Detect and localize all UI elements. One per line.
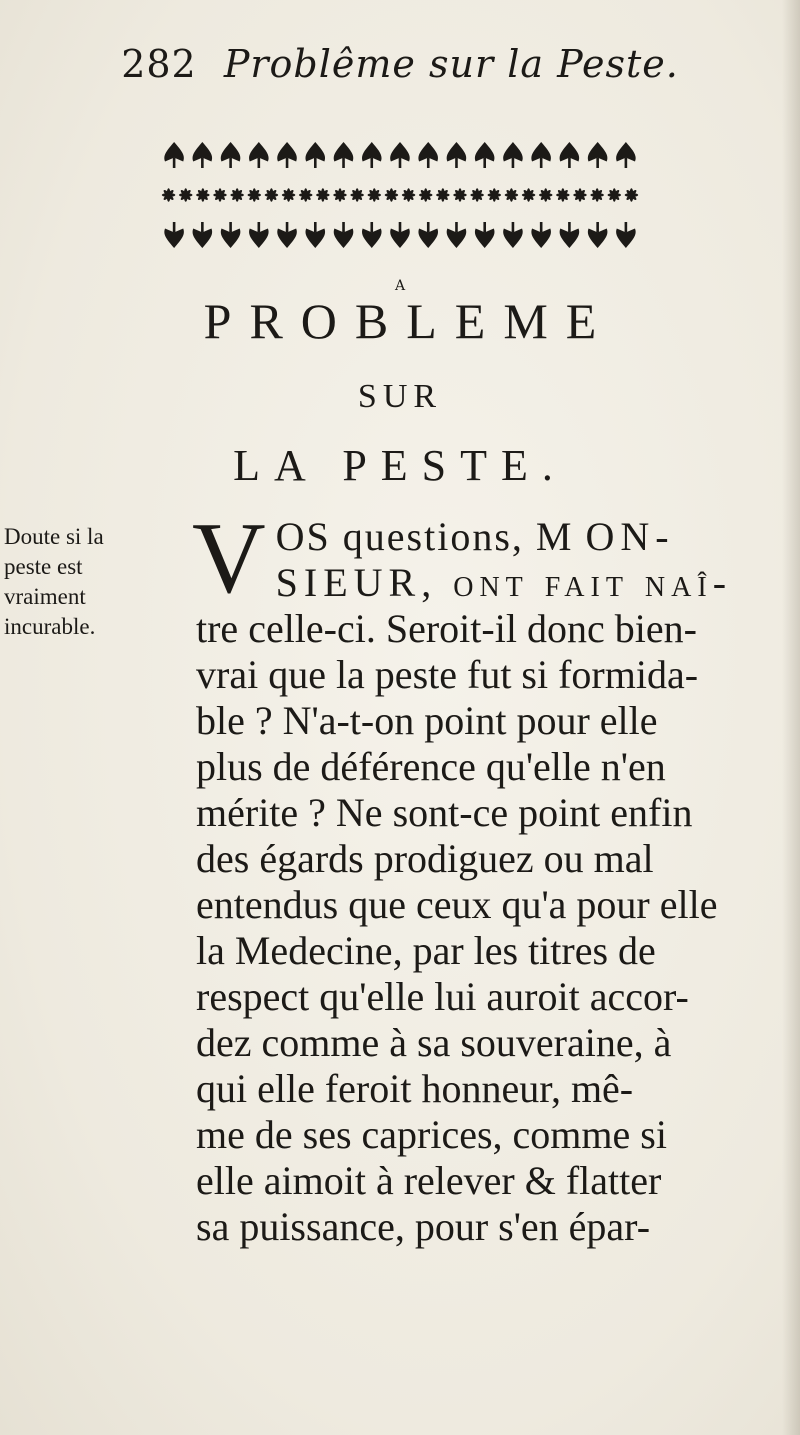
fleuron-glyph [221, 222, 241, 248]
fleuron-glyph [475, 142, 495, 168]
body-line: elle aimoit à relever & flatter [196, 1158, 662, 1203]
fleuron-glyph [556, 188, 570, 202]
fleuron-glyph [362, 142, 382, 168]
fleuron-glyph [418, 142, 438, 168]
margin-note-line: vraiment [4, 584, 86, 609]
fleuron-glyph [164, 142, 184, 168]
fleuron-glyph [447, 222, 467, 248]
page-number: 282 [121, 42, 197, 86]
fleuron-glyph [588, 222, 608, 248]
fleuron-glyph [196, 188, 210, 202]
fleuron-glyph [162, 188, 176, 202]
fleuron-glyph [488, 188, 502, 202]
fleuron-glyph [503, 142, 523, 168]
running-head [0, 42, 800, 86]
fleuron-glyph [193, 142, 213, 168]
fleuron-glyph [385, 188, 399, 202]
fleuron-glyph [560, 142, 580, 168]
body-line-part: OS questions, M [275, 514, 574, 559]
drop-cap: V [192, 502, 266, 615]
fleuron-glyph [453, 188, 467, 202]
fleuron-glyph [608, 188, 622, 202]
fleuron-glyph [616, 142, 636, 168]
fleuron-glyph [230, 188, 244, 202]
fleuron-glyph [306, 142, 326, 168]
fleuron-glyph [522, 188, 536, 202]
body-line: des égards prodiguez ou mal [196, 836, 654, 881]
body-line: ble ? N'a-t-on point pour elle [196, 698, 658, 743]
title-line-3: LA PESTE. [233, 441, 567, 490]
title-accent-mark: A [394, 278, 406, 294]
body-line: respect qu'elle lui auroit accor- [196, 974, 689, 1019]
marginal-note [4, 522, 182, 642]
fleuron-glyph [164, 222, 184, 248]
margin-note-line: Doute si la [4, 524, 104, 549]
fleuron-glyph [282, 188, 296, 202]
fleuron-glyph [419, 188, 433, 202]
body-line [196, 560, 790, 606]
fleuron-glyph [503, 222, 523, 248]
body-line-part: SIEUR, ont fait naî- [275, 560, 733, 605]
body-line: mérite ? Ne sont-ce point enfin [196, 790, 693, 835]
fleuron-glyph [316, 188, 330, 202]
body-line: vrai que la peste fut si formida- [196, 652, 699, 697]
title-line-1: PROBLEME [203, 293, 615, 349]
body-line: la Medecine, par les titres de [196, 928, 656, 973]
fleuron-glyph [362, 222, 382, 248]
body-line: qui elle feroit honneur, mê- [196, 1066, 634, 1111]
fleuron-glyph [249, 142, 269, 168]
fleuron-glyph [249, 222, 269, 248]
fleuron-glyph [402, 188, 416, 202]
fleuron-glyph [531, 142, 551, 168]
body-line: dez comme à sa souveraine, à [196, 1020, 672, 1065]
fleuron-glyph [573, 188, 587, 202]
fleuron-glyph [333, 188, 347, 202]
body-line: sa puissance, pour s'en épar- [196, 1204, 651, 1249]
body-text [192, 502, 790, 1250]
margin-note-line: peste est [4, 554, 83, 579]
fleuron-glyph [193, 222, 213, 248]
fleuron-glyph [213, 188, 227, 202]
fleuron-glyph [299, 188, 313, 202]
body-line-part: ON- [585, 514, 675, 559]
fleuron-glyph [265, 188, 279, 202]
body-line [196, 514, 790, 560]
fleuron-ornament [150, 130, 650, 260]
fleuron-glyph [588, 142, 608, 168]
running-title: Problême sur la Peste. [223, 42, 679, 86]
fleuron-glyph [539, 188, 553, 202]
fleuron-glyph [625, 188, 639, 202]
fleuron-glyph [505, 188, 519, 202]
fleuron-glyph [447, 142, 467, 168]
body-line: me de ses caprices, comme si [196, 1112, 667, 1157]
body-line: entendus que ceux qu'a pour elle [196, 882, 718, 927]
fleuron-glyph [390, 142, 410, 168]
fleuron-glyph [531, 222, 551, 248]
body-line: plus de déférence qu'elle n'en [196, 744, 666, 789]
fleuron-glyph [418, 222, 438, 248]
fleuron-glyph [475, 222, 495, 248]
fleuron-glyph [470, 188, 484, 202]
fleuron-glyph [334, 142, 354, 168]
fleuron-glyph [616, 222, 636, 248]
fleuron-glyph [277, 222, 297, 248]
fleuron-glyph [350, 188, 364, 202]
fleuron-glyph [179, 188, 193, 202]
fleuron-glyph [560, 222, 580, 248]
fleuron-glyph [590, 188, 604, 202]
fleuron-glyph [277, 142, 297, 168]
fleuron-glyph [368, 188, 382, 202]
margin-note-line: incurable. [4, 614, 96, 639]
fleuron-glyph [248, 188, 262, 202]
fleuron-glyph [306, 222, 326, 248]
fleuron-glyph [221, 142, 241, 168]
body-line: tre celle-ci. Seroit-il donc bien- [196, 606, 697, 651]
title-line-2: SUR [357, 378, 443, 415]
fleuron-glyph [390, 222, 410, 248]
fleuron-glyph [334, 222, 354, 248]
fleuron-glyph [436, 188, 450, 202]
